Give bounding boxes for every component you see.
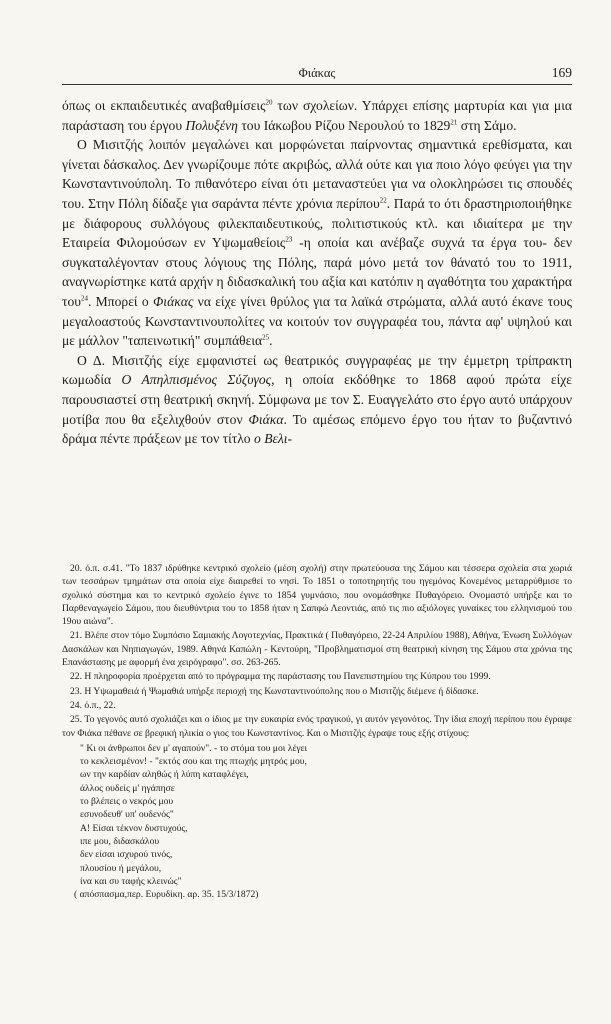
text-run: , η οποία εκδόθηκε το 1868 αφού πρώτα είχε παρουσιαστεί στη θεατρική σκηνή. Σύμφωνα με τον Σ. Ευαγγελάτο στο έργο αυτό υπάρχουν μοτίβα που θα εξελιχθούν στον [62,372,572,427]
poem-line: το κεκλεισμένον! - "εκτός σου και της πτωχής μητρός μου, [80,756,307,768]
poem-line: εσυνοδευθ' υπ' ουδενός" [80,809,174,821]
running-header [62,64,572,85]
text-run: στη Σάμο. [457,117,517,133]
footnote-poem [74,742,572,902]
footnote: 24. ό.π., 22. [70,699,116,711]
text-run: -η οποία και ανέβαζε συχνά τα έργα του- δεν συγκαταλέγονταν στους λόγιους της Πόλης, παρά μόνο μετά τον θάνατό του το 1911, αναγνωρίστηκε κατά αρχήν η διδασκαλική του αξία και κατόπιν η αγαθότητα του χαρακτήρα του [62,235,572,309]
poem-line: Α! Είσαι τέκνον δυστυχούς, [80,822,188,834]
text-run: . Το αμέσως επόμενο έργο του ήταν το βυζαντινό δράμα πέντε πράξεων με τον τίτλο [62,411,572,447]
poem-line: πλουσίου ή μεγάλου, [80,862,162,874]
body-paragraph [62,351,572,449]
text-run: να είχε γίνει θρύλος για τα λαϊκά στρώματα, αλλά αυτό έκανε τους μεγαλοαστούς Κωνσταντινουπολίτες να κοιτούν τον συγγραφέα του, πάντα αφ' υψηλού και με μάλλον "ταπεινωτική" συμπάθεια [62,293,572,349]
italic-title: Ο Απηλπισμένος Σύζυγος [121,372,272,388]
italic-title: Πολυξένη [185,117,238,133]
text-run: . Παρά το ότι δραστηριοποιήθηκε με διάφορους συλλόγους φιλεκπαιδευτικούς, πολιτιστικούς κτλ. και ιδιαίτερα με την Εταιρεία Φιλομούσων εν Υψωμαθείοις [62,195,572,251]
footnote-ref[interactable]: 21 [450,118,458,127]
footnote-ref[interactable]: 24 [81,294,88,303]
text-run: Ο Μισιτζής λοιπόν μεγαλώνει και μορφώνεται παίρνοντας σημαντικά ερεθίσματα, και γίνεται δάσκαλος. Δεν γνωρίζουμε πότε ακριβώς, αλλά ούτε και για ποιο λόγο φεύγει για την Κωνσταντινούπολη. Το πιθανότερο είναι ότι μεταναστεύει για να ολοκληρώσει τις σπουδές του. Στην Πόλη δίδαξε για σαράντα πέντε χρόνια περίπου [62,137,572,211]
poem-line: άλλος ουδείς μ' ηγάπησε [80,782,175,794]
poem-line: ίνα και συ ταφής κλεινώς" [80,875,182,887]
running-title: Φιάκας [298,66,336,80]
italic-title: Φιάκα [248,411,284,427]
poem-source: ( απόσπασμα,περ. Ευρυδίκη. αρ. 35. 15/3/1872) [74,889,259,901]
poem-line: ων την καρδίαν αληθώς ή λύπη καταφλέγει, [80,769,249,781]
body-paragraph [62,135,572,351]
body-paragraph [62,96,572,135]
footnote-ref[interactable]: 20 [265,98,273,107]
footnote: 25. Το γεγονός αυτό σχολιάζει και ο ίδιος με την ευκαιρία ενός τραγικού, γι αυτόν γεγονότος. Την ίδια εποχή περίπου που έγραφε τον Φιάκα πέθανε σε βρεφική ηλικία ο γιος του Κωνσταντίνος. Και ο Μισιτζής έγραψε τους εξής στίχους: [62,714,572,739]
footnote-ref[interactable]: 22 [379,196,387,205]
poem-line: το βλέπεις ο νεκρός μου [80,796,174,808]
text-run: του Ιάκωβου Ρίζου Νερουλού το 1829 [237,117,451,133]
italic-title: Φιάκας [152,293,194,309]
text-run: των σχολείων. Υπάρχει επίσης μαρτυρία και για μια παράσταση του έργου [62,98,572,133]
italic-title: ο Βελι- [254,431,293,447]
footnote: 21. Βλέπε στον τόμο Συμπόσιο Σαμιακής Λογοτεχνίας, Πρακτικά ( Πυθαγόρειο, 22-24 Απριλίου 1988), Αθήνα, Ένωση Συλλόγων Δασκάλων και Νηπιαγωγών, 1989. Αθηνά Καπώλη - Κεντούρη, "Προβληματισμοί στη θεατρική κίνηση της Σάμου στα χρόνια της Επανάστασης με αφορμή ένα χειρόγραφο". σσ. 263-265. [62,630,572,669]
poem-line: δεν είσαι ισχυρού τινός, [80,849,173,861]
footnote-ref[interactable]: 25 [262,333,270,342]
footnotes [62,562,572,901]
text-run: . Μπορεί ο [88,293,153,309]
main-text [62,96,572,449]
text-run: . [269,333,273,349]
footnote: 22. Η πληροφορία προέρχεται από το πρόγραμμα της παράστασης του Πανεπιστημίου της Κύπρου του 1999. [70,671,491,683]
poem-line: ιπε μου, διδασκάλου [80,835,160,847]
poem-line: " Κι οι άνθρωποι δεν μ' αγαπούν". - το στόμα του μοι λέγει [80,742,308,754]
text-run: Ο Δ. Μισιτζής είχε εμφανιστεί ως θεατρικός συγγραφέας με την έμμετρη τρίπρακτη κωμωδία [62,352,572,388]
page-number: 169 [551,65,572,80]
footnote-ref[interactable]: 23 [285,235,293,244]
footnote: 23. Η Υψωμαθειά ή Ψωμαθιά υπήρξε περιοχή της Κωνσταντινούπολης που ο Μισιτζής διέμενε ή δίδασκε. [70,685,479,697]
text-run: όπως οι εκπαιδευτικές αναβαθμίσεις [62,98,266,113]
footnote-list [62,562,572,740]
footnote: 20. ό.π. σ.41. "Το 1837 ιδρύθηκε κεντρικό σχολείο (μέση σχολή) στην πρωτεύουσα της Σάμου και τέσσερα σχολεία στα χωριά των τεσσάρων τμημάτων στα οποία είχε διαιρεθεί το νησί. Το 1851 ο τοποτηρητής του ηγεμόνος Κονεμένος μεταρρύθμισε το σχολικό σύστημα και το κεντρικό σχολείο έγινε το 1854 γυμνάσιο, που ονομάσθηκε Πυθαγόρειο. Ονομαστό υπήρξε και το Παρθεναγωγείο Σάμου, που διευθύντρια του το 1858 ήταν η Σαπφώ Λεοντιάς, από τις πιο αξιόλογες γυναίκες του ελληνισμού του 19ου αιώνα". [62,563,572,628]
